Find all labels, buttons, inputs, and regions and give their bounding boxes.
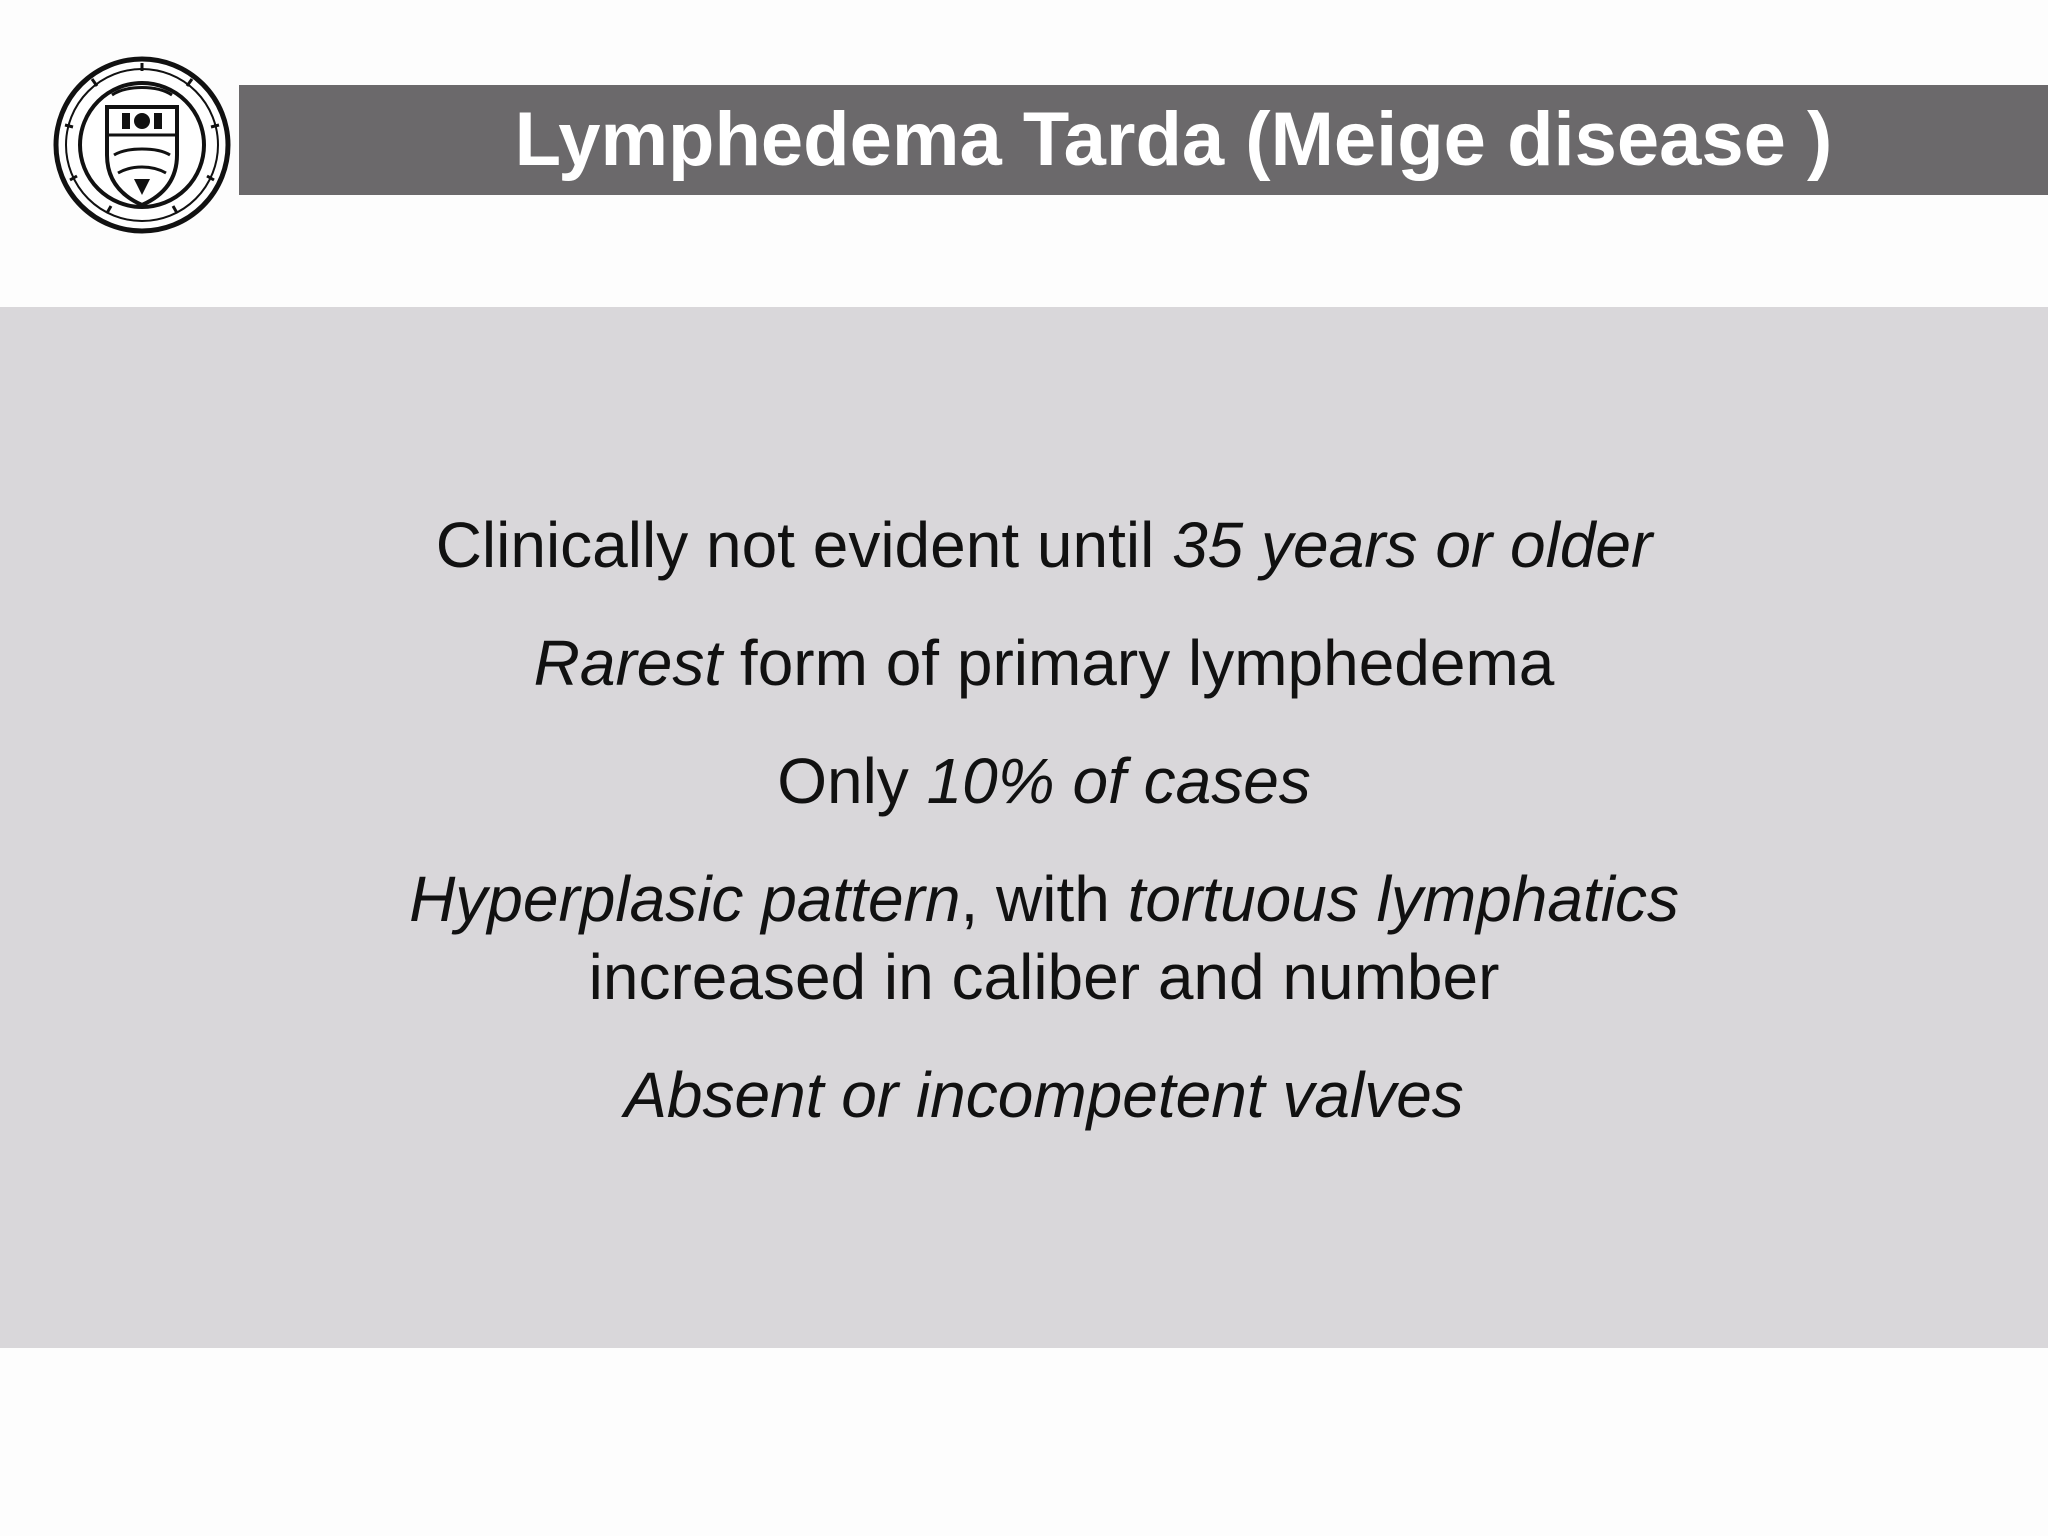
slide-title: Lymphedema Tarda (Meige disease )	[514, 97, 1833, 182]
content-panel	[0, 307, 2048, 1348]
bullet-case-share	[777, 742, 1311, 820]
institution-seal-logo	[52, 55, 232, 235]
bullet-list	[409, 486, 1679, 1154]
bullet-hyperplasic-pattern	[409, 860, 1679, 1016]
bullet-valves	[624, 1056, 1464, 1134]
bullet-emphasis: tortuous lymphatics	[1127, 862, 1679, 935]
bullet-text: Only	[777, 744, 927, 817]
bullet-text: , with	[960, 862, 1128, 935]
bullet-rarest-form	[534, 624, 1555, 702]
bullet-emphasis: 35 years or older	[1172, 508, 1653, 581]
bullet-emphasis: Absent or incompetent valves	[624, 1058, 1464, 1131]
bullet-text: Clinically not evident until	[435, 508, 1173, 581]
bullet-text: form of primary lymphedema	[722, 626, 1555, 699]
bullet-emphasis: Hyperplasic pattern	[409, 862, 961, 935]
title-bar	[239, 85, 2048, 195]
bullet-onset-age	[436, 506, 1653, 584]
bullet-text: increased in caliber and number	[588, 940, 1500, 1013]
bullet-emphasis: Rarest	[533, 626, 723, 699]
bullet-emphasis: 10% of cases	[926, 744, 1311, 817]
